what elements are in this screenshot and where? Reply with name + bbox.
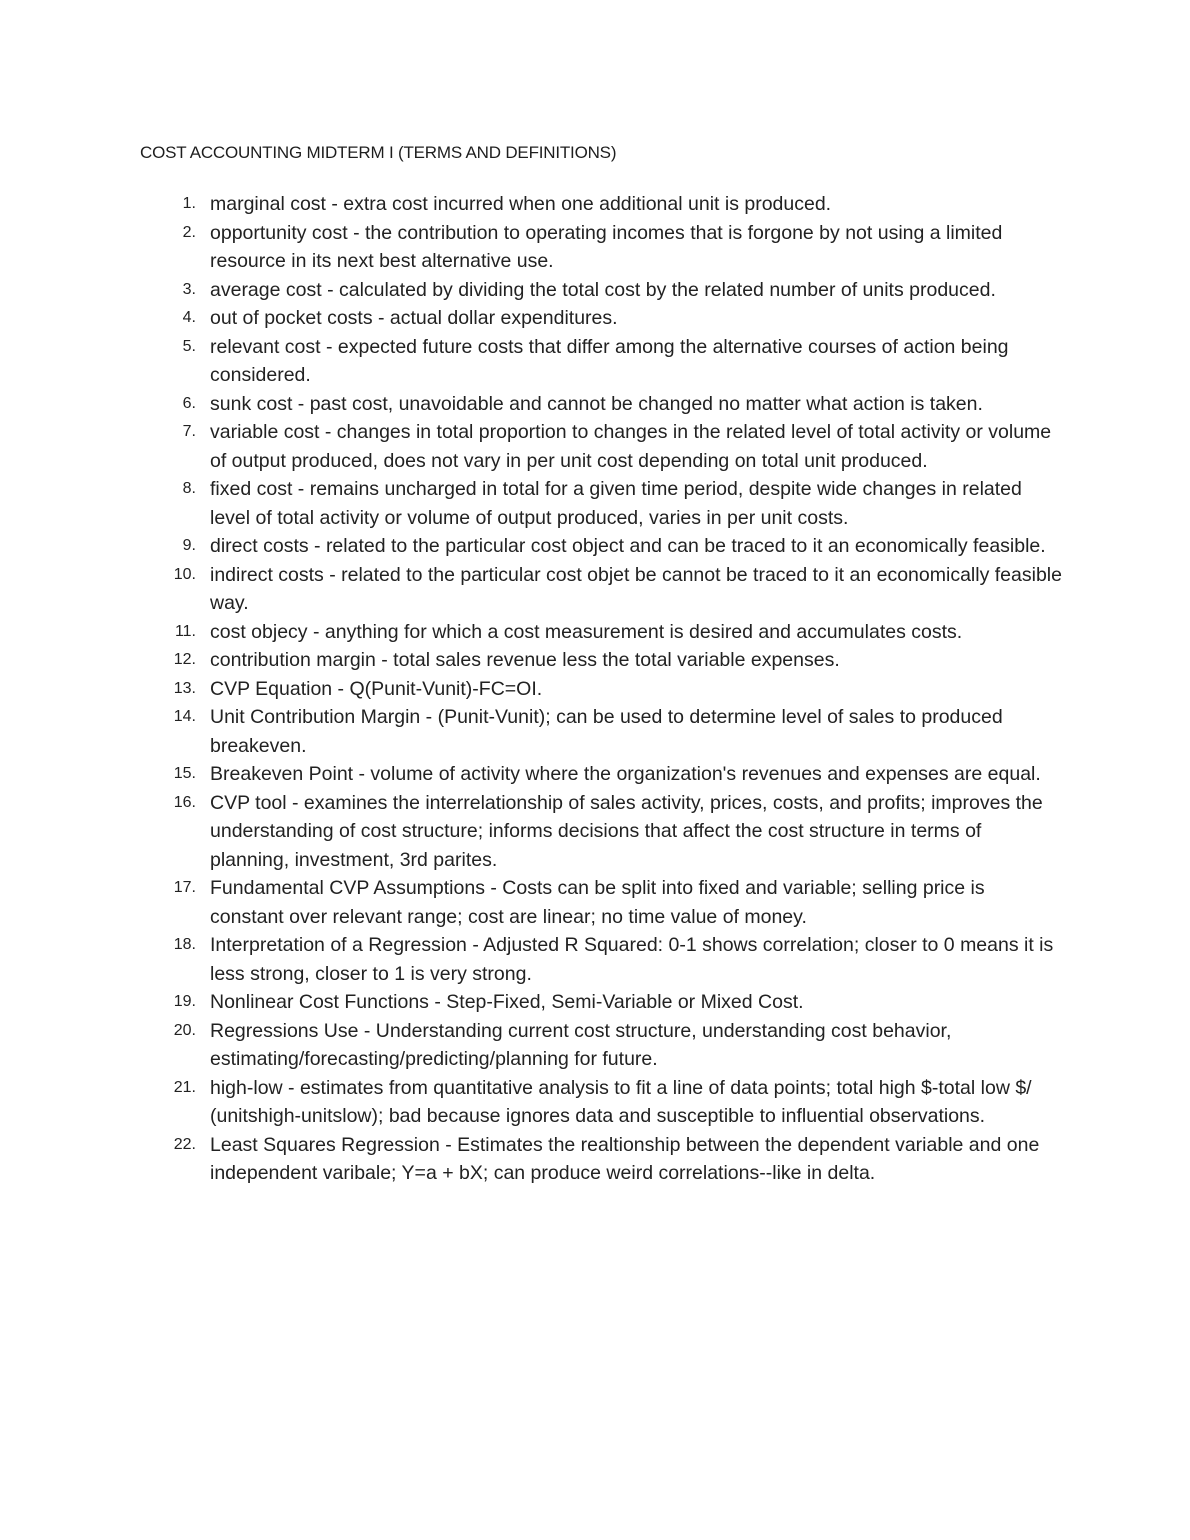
- item-number: 10.: [173, 565, 196, 583]
- list-item: [0, 276, 1062, 305]
- item-definition: Fundamental CVP Assumptions - Costs can be split into fixed and variable; selling price is constant over relevant range; cost are linear; no time value of money.: [210, 877, 985, 928]
- list-item: [0, 190, 1062, 219]
- list-item: [0, 418, 1062, 475]
- list-item: [0, 1017, 1062, 1074]
- item-definition: sunk cost - past cost, unavoidable and cannot be changed no matter what action is taken.: [210, 392, 983, 415]
- item-number: 20.: [173, 1021, 196, 1039]
- item-number: 21.: [173, 1078, 196, 1096]
- item-definition: indirect costs - related to the particular cost objet be cannot be traced to it an economically feasible way.: [210, 563, 1062, 614]
- item-definition: Unit Contribution Margin - (Punit-Vunit); can be used to determine level of sales to produced breakeven.: [210, 706, 1003, 757]
- item-definition: variable cost - changes in total proportion to changes in the related level of total activity or volume of output produced, does not vary in per unit cost depending on total unit produced.: [210, 421, 1052, 472]
- item-number: 3.: [182, 280, 196, 298]
- item-number: 11.: [174, 622, 196, 640]
- item-definition: cost objecy - anything for which a cost measurement is desired and accumulates costs.: [210, 620, 963, 643]
- item-definition: direct costs - related to the particular cost object and can be traced to it an economically feasible.: [210, 535, 1046, 557]
- list-item: [0, 789, 1062, 875]
- list-item: [0, 703, 1062, 760]
- item-number: 17.: [173, 879, 196, 896]
- item-number: 6.: [182, 394, 196, 412]
- item-definition: average cost - calculated by dividing the total cost by the related number of units produced.: [210, 278, 996, 301]
- list-item: [0, 1074, 1062, 1131]
- list-item: [0, 333, 1062, 390]
- list-item: [0, 219, 1062, 276]
- item-definition: Least Squares Regression - Estimates the realtionship between the dependent variable and one independent varibale; Y=a + bX; can produce weird correlations--like in delta.: [210, 1133, 1040, 1184]
- item-definition: fixed cost - remains uncharged in total for a given time period, despite wide changes in related level of total activity or volume of output produced, varies in per unit costs.: [210, 478, 1022, 529]
- page-title: COST ACCOUNTING MIDTERM I (TERMS AND DEFINITIONS): [140, 143, 617, 162]
- item-number: 12.: [173, 651, 196, 668]
- item-number: 7.: [182, 423, 196, 440]
- terms-list: [0, 190, 1190, 1188]
- item-number: 4.: [182, 309, 196, 326]
- item-number: 13.: [173, 679, 196, 697]
- item-definition: opportunity cost - the contribution to operating incomes that is forgone by not using a limited resource in its next best alternative use.: [210, 221, 1003, 272]
- list-item: [0, 1131, 1062, 1188]
- item-number: 1.: [182, 195, 196, 212]
- item-number: 22.: [173, 1135, 196, 1153]
- item-definition: Nonlinear Cost Functions - Step-Fixed, Semi-Variable or Mixed Cost.: [210, 991, 804, 1013]
- list-item: [0, 874, 1062, 931]
- list-item: [0, 988, 1062, 1017]
- item-number: 2.: [182, 223, 196, 241]
- list-item: [0, 390, 1062, 419]
- list-item: [0, 304, 1062, 333]
- item-definition: high-low - estimates from quantitative analysis to fit a line of data points; total high $-total low $/ (unitshigh-unitslow); bad because ignores data and susceptible to influential observations.: [210, 1076, 1032, 1127]
- item-definition: out of pocket costs - actual dollar expenditures.: [210, 307, 618, 329]
- item-definition: Breakeven Point - volume of activity where the organization's revenues and expenses are equal.: [210, 763, 1041, 785]
- list-item: [0, 475, 1062, 532]
- item-number: 14.: [173, 708, 196, 725]
- item-definition: CVP tool - examines the interrelationship of sales activity, prices, costs, and profits; improves the understanding of cost structure; informs decisions that affect the cost structure in terms of planning, investment, 3rd parites.: [210, 791, 1043, 871]
- item-number: 19.: [173, 993, 196, 1010]
- item-number: 15.: [173, 765, 196, 782]
- item-definition: Regressions Use - Understanding current cost structure, understanding cost behavior, estimating/forecasting/predicting/planning for future.: [210, 1019, 952, 1070]
- item-definition: contribution margin - total sales revenue less the total variable expenses.: [210, 649, 840, 671]
- list-item: [0, 561, 1062, 618]
- item-number: 9.: [182, 537, 196, 554]
- list-item: [0, 931, 1062, 988]
- item-definition: CVP Equation - Q(Punit-Vunit)-FC=OI.: [210, 677, 543, 700]
- list-item: [0, 618, 1062, 647]
- item-definition: Interpretation of a Regression - Adjusted R Squared: 0-1 shows correlation; closer to 0 means it is less strong, closer to 1 is very strong.: [210, 934, 1054, 985]
- item-number: 5.: [182, 337, 196, 355]
- item-number: 16.: [173, 793, 196, 811]
- list-item: [0, 532, 1062, 561]
- list-item: [0, 675, 1062, 704]
- list-item: [0, 760, 1062, 789]
- item-number: 18.: [173, 936, 196, 953]
- item-number: 8.: [182, 480, 196, 497]
- item-definition: relevant cost - expected future costs that differ among the alternative courses of action being considered.: [210, 335, 1009, 386]
- list-item: [0, 646, 1062, 675]
- item-definition: marginal cost - extra cost incurred when one additional unit is produced.: [210, 193, 832, 215]
